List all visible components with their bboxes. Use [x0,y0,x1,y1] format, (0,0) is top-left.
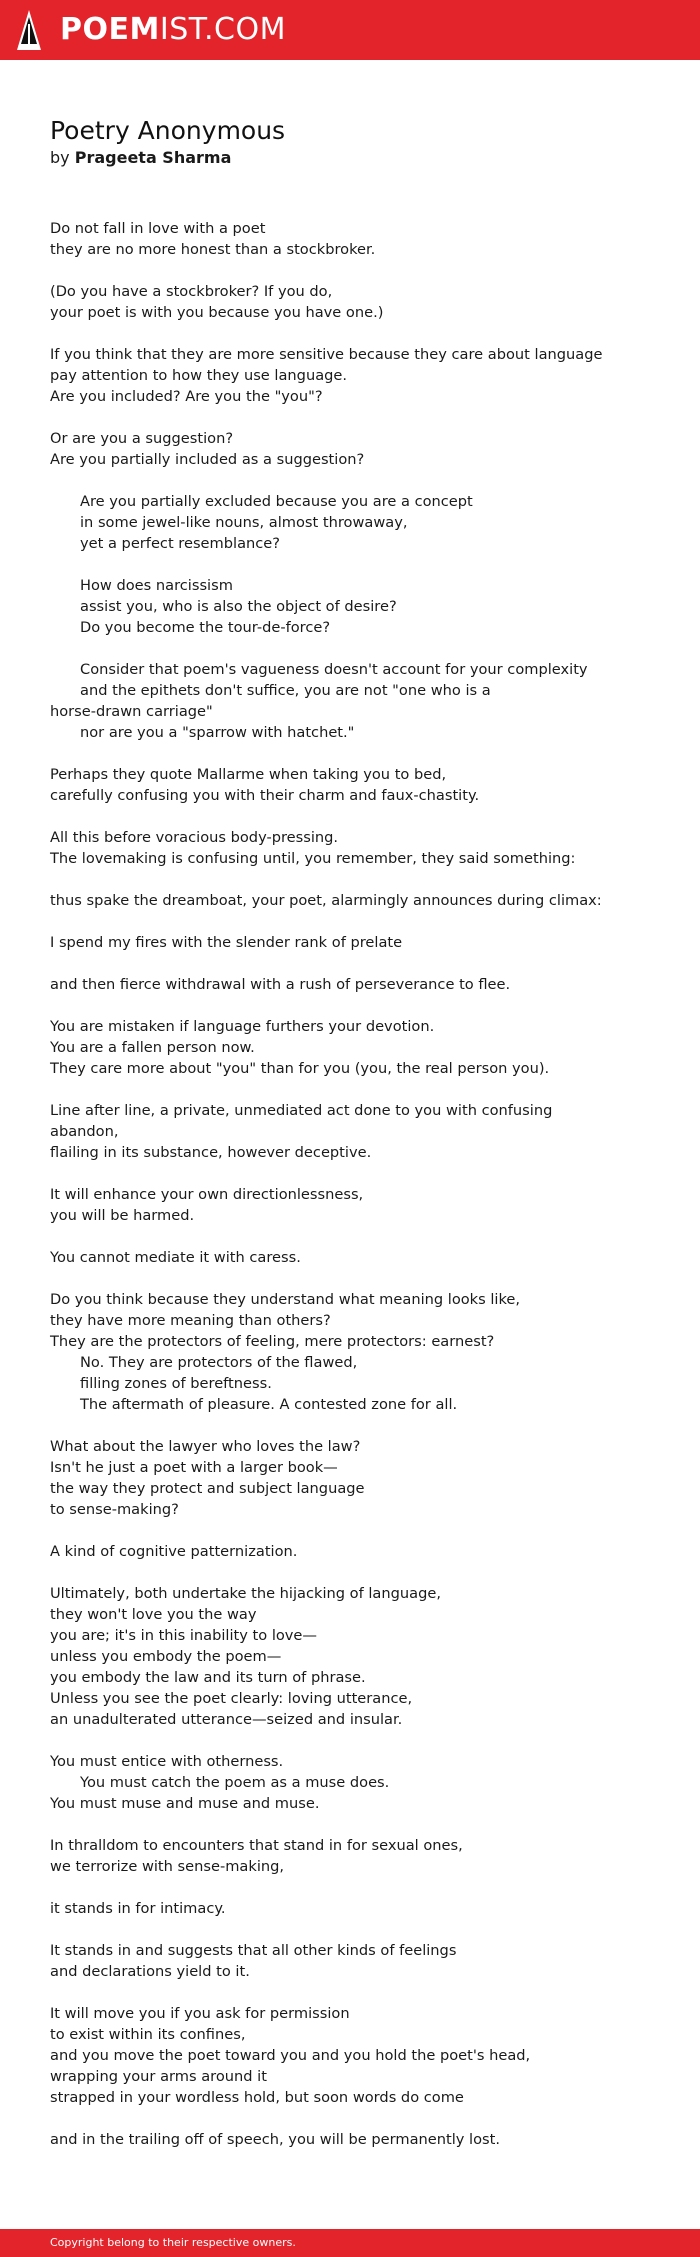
poem-line: A kind of cognitive patternization. [50,1543,298,1560]
stanza-break [50,1520,640,1541]
poem-line: The aftermath of pleasure. A contested zone for all. [80,1396,458,1413]
poem-line: you are; it's in this inability to love— [50,1627,318,1644]
poem-line: the way they protect and subject language [50,1480,365,1497]
poem-line: wrapping your arms around it [50,2068,267,2085]
poem-line: and you move the poet toward you and you hold the poet's head, [50,2047,531,2064]
byline [50,147,231,169]
by-label: by [50,148,70,167]
poem-line: flailing in its substance, however deceptive. [50,1144,372,1161]
site-logo[interactable] [60,11,286,49]
stanza-break [50,1562,640,1583]
poem-line: and in the trailing off of speech, you will be permanently lost. [50,2131,501,2148]
poem-title: Poetry Anonymous [50,116,286,145]
stanza-break [50,1919,640,1940]
poem-line: Are you partially excluded because you are a concept [80,493,473,510]
poem-line: Isn't he just a poet with a larger book— [50,1459,338,1476]
poem-line: and then fierce withdrawal with a rush of perseverance to flee. [50,976,511,993]
poem-line: The lovemaking is confusing until, you remember, they said something: [50,850,576,867]
poem-line: It will move you if you ask for permission [50,2005,350,2022]
poem-line: Perhaps they quote Mallarme when taking you to bed, [50,766,447,783]
poem-line: Do you become the tour-de-force? [80,619,331,636]
poem-line: in some jewel-like nouns, almost throwaway, [80,514,408,531]
poem-line: What about the lawyer who loves the law? [50,1438,361,1455]
stanza-break [50,1877,640,1898]
poem-line: pay attention to how they use language. [50,367,348,384]
poem-line: filling zones of bereftness. [80,1375,272,1392]
poem-line: (Do you have a stockbroker? If you do, [50,283,333,300]
poem-line: Or are you a suggestion? [50,430,234,447]
poem-line: and declarations yield to it. [50,1963,250,1980]
poem-line: you will be harmed. [50,1207,195,1224]
poem-line: I spend my fires with the slender rank of prelate [50,934,403,951]
poem-line: You must muse and muse and muse. [50,1795,320,1812]
poem-line: You are a fallen person now. [50,1039,255,1056]
poem-line: carefully confusing you with their charm and faux-chastity. [50,787,480,804]
stanza-break [50,995,640,1016]
stanza-break [50,1268,640,1289]
stanza-break [50,407,640,428]
poem-line: abandon, [50,1123,119,1140]
stanza-break [50,1415,640,1436]
poem-line: You must catch the poem as a muse does. [80,1774,390,1791]
poem-line: They care more about "you" than for you (you, the real person you). [50,1060,550,1077]
poem-line: It will enhance your own directionlessness, [50,1186,364,1203]
stanza-break [50,323,640,344]
pen-nib-icon [16,10,42,50]
author-name[interactable]: Prageeta Sharma [74,148,232,167]
stanza-break [50,1730,640,1751]
poem-line: thus spake the dreamboat, your poet, alarmingly announces during climax: [50,892,602,909]
stanza-break [50,911,640,932]
copyright-text: Copyright belong to their respective owners. [50,2236,296,2249]
poem-line: You must entice with otherness. [50,1753,284,1770]
poem-line: Are you partially included as a suggestion? [50,451,365,468]
stanza-break [50,1226,640,1247]
poem-line: Do not fall in love with a poet [50,220,266,237]
poem-line: It stands in and suggests that all other kinds of feelings [50,1942,457,1959]
poem-line: strapped in your wordless hold, but soon words do come [50,2089,464,2106]
poem-line: nor are you a "sparrow with hatchet." [80,724,355,741]
poem-line: All this before voracious body-pressing. [50,829,339,846]
poem-line: it stands in for intimacy. [50,1900,226,1917]
stanza-break [50,2108,640,2129]
poem-line: You cannot mediate it with caress. [50,1249,301,1266]
stanza-break [50,1814,640,1835]
poem-line: Consider that poem's vagueness doesn't account for your complexity [80,661,588,678]
poem-line: No. They are protectors of the flawed, [80,1354,358,1371]
poem-line: Unless you see the poet clearly: loving utterance, [50,1690,413,1707]
stanza-break [50,806,640,827]
stanza-break [50,470,640,491]
stanza-break [50,554,640,575]
poem-line: Line after line, a private, unmediated act done to you with confusing [50,1102,553,1119]
poem-line: Ultimately, both undertake the hijacking of language, [50,1585,441,1602]
poem-line: You are mistaken if language furthers your devotion. [50,1018,435,1035]
poem-line: your poet is with you because you have one.) [50,304,384,321]
logo-light-text: IST.COM [159,12,286,47]
poem-line: horse-drawn carriage" [50,703,213,720]
poem-line: In thralldom to encounters that stand in for sexual ones, [50,1837,463,1854]
poem-line: an unadulterated utterance—seized and insular. [50,1711,403,1728]
poem-line: we terrorize with sense-making, [50,1858,285,1875]
stanza-break [50,869,640,890]
poem-line: How does narcissism [80,577,233,594]
stanza-break [50,1079,640,1100]
logo-bold-text: POEM [60,12,160,47]
poem-line: to exist within its confines, [50,2026,246,2043]
poem-line: they have more meaning than others? [50,1312,331,1329]
poem-body [50,218,640,2150]
poem-line: to sense-making? [50,1501,179,1518]
stanza-break [50,638,640,659]
poem-line: they won't love you the way [50,1606,257,1623]
poem-line: They are the protectors of feeling, mere protectors: earnest? [50,1333,495,1350]
poem-line: If you think that they are more sensitive because they care about language [50,346,603,363]
stanza-break [50,953,640,974]
poem-line: unless you embody the poem— [50,1648,282,1665]
stanza-break [50,260,640,281]
poem-line: Are you included? Are you the "you"? [50,388,323,405]
stanza-break [50,1163,640,1184]
site-footer [0,2229,700,2257]
stanza-break [50,743,640,764]
stanza-break [50,1982,640,2003]
poem-line: assist you, who is also the object of desire? [80,598,397,615]
poem-line: and the epithets don't suffice, you are not "one who is a [80,682,491,699]
site-header [0,0,700,60]
poem-line: they are no more honest than a stockbroker. [50,241,376,258]
poem-line: you embody the law and its turn of phrase. [50,1669,366,1686]
poem-line: Do you think because they understand what meaning looks like, [50,1291,521,1308]
poem-line: yet a perfect resemblance? [80,535,281,552]
